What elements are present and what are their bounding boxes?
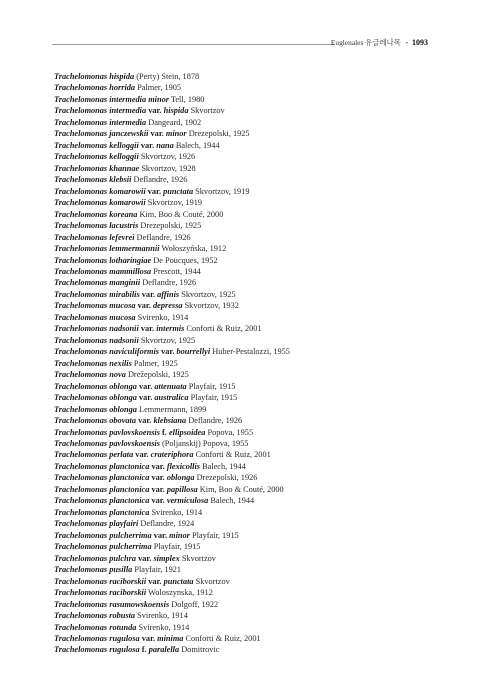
taxon-genus: Trachelomonas	[54, 324, 108, 334]
taxon-species: komarowii	[109, 198, 146, 208]
taxon-entry	[54, 197, 440, 208]
taxon-infra-name: crateriphora	[150, 450, 194, 460]
taxon-genus: Trachelomonas	[54, 129, 108, 139]
page-number: 1093	[412, 38, 428, 47]
taxon-entry	[54, 312, 440, 323]
taxon-rank: var.	[151, 461, 165, 471]
taxon-author: Balech, 1944	[175, 140, 220, 150]
taxon-species: mucosa	[109, 301, 136, 311]
taxon-author: Skvortzov	[181, 553, 216, 563]
taxon-author: Wołoszyńska, 1912	[161, 244, 227, 254]
taxon-author: Drezepolski, 1925	[140, 221, 202, 231]
taxon-genus: Trachelomonas	[54, 645, 108, 655]
taxon-species: oblonga	[109, 404, 137, 414]
taxon-author: Drezepolski, 1926	[196, 473, 258, 483]
taxon-rank: var.	[138, 416, 152, 426]
taxon-species: robusta	[109, 611, 136, 621]
taxon-author: Kim, Boo & Couté, 2000	[199, 484, 284, 494]
taxon-species: naviculiformis	[109, 347, 160, 357]
taxon-rank: var.	[151, 496, 165, 506]
header-separator: •	[405, 41, 408, 47]
taxon-rank: var.	[151, 484, 165, 494]
taxon-genus: Trachelomonas	[54, 542, 108, 552]
taxon-entry	[54, 564, 440, 575]
taxon-entry	[54, 587, 440, 598]
taxon-genus: Trachelomonas	[54, 83, 108, 93]
taxon-entry	[54, 209, 440, 220]
taxon-genus: Trachelomonas	[54, 450, 108, 460]
taxon-author: Prescott, 1944	[153, 266, 201, 276]
taxon-author: Deflandre, 1926	[142, 278, 197, 288]
taxon-species: rotunda	[109, 622, 137, 632]
taxon-species: mammillosa	[109, 266, 152, 276]
taxon-author: Palmer, 1925	[133, 358, 178, 368]
taxon-genus: Trachelomonas	[54, 519, 108, 529]
taxon-author: Svirenko, 1914	[137, 611, 188, 621]
taxon-genus: Trachelomonas	[54, 622, 108, 632]
taxon-genus: Trachelomonas	[54, 473, 108, 483]
taxon-author: Skvortzov, 1928	[141, 163, 196, 173]
taxon-species: intermedia	[109, 117, 147, 127]
taxon-entry	[54, 71, 440, 82]
taxon-genus: Trachelomonas	[54, 427, 108, 437]
taxon-species: manginii	[109, 278, 141, 288]
taxon-author: Svirenko, 1914	[138, 622, 190, 632]
taxon-genus: Trachelomonas	[54, 186, 108, 196]
taxon-infra-name: hispida	[163, 106, 189, 116]
taxon-species: klebsii	[109, 175, 132, 185]
taxon-species: nova	[109, 370, 126, 380]
taxon-entry	[54, 622, 440, 633]
taxon-species: nadsonii	[109, 335, 139, 345]
taxon-species: planctonica	[109, 473, 150, 483]
taxon-species: janczewskii	[109, 129, 149, 139]
taxon-author: Playfair, 1915	[191, 530, 239, 540]
taxon-entry	[54, 82, 440, 93]
running-title: Euglenales 유글레나목	[330, 38, 401, 47]
taxon-entry	[54, 323, 440, 334]
taxon-infra-name: minor	[165, 129, 187, 139]
taxon-genus: Trachelomonas	[54, 358, 108, 368]
taxon-entry	[54, 404, 440, 415]
taxon-genus: Trachelomonas	[54, 381, 108, 391]
taxon-genus: Trachelomonas	[54, 255, 108, 265]
taxon-genus: Trachelomonas	[54, 335, 108, 345]
taxon-genus: Trachelomonas	[54, 232, 108, 242]
taxon-author: Popova, 1955	[207, 427, 254, 437]
taxon-species: kelloggii	[109, 140, 139, 150]
taxon-author: Deflandre, 1924	[140, 519, 195, 529]
taxon-author: Playfair, 1915	[153, 542, 201, 552]
taxon-rank: var.	[150, 129, 164, 139]
taxon-author: Kim, Boo & Couté, 2000	[139, 209, 224, 219]
header-rule	[52, 44, 334, 45]
taxon-author: Skvortzov, 1925	[140, 335, 196, 345]
taxon-genus: Trachelomonas	[54, 416, 108, 426]
taxon-entry	[54, 289, 440, 300]
taxon-entry	[54, 518, 440, 529]
taxon-genus: Trachelomonas	[54, 117, 108, 127]
taxon-entry	[54, 381, 440, 392]
taxon-rank: var.	[151, 473, 165, 483]
taxon-entry	[54, 346, 440, 357]
taxon-genus: Trachelomonas	[54, 289, 108, 299]
taxon-species: lacustris	[109, 221, 139, 231]
running-head	[331, 37, 428, 48]
taxon-species: rugulosa	[109, 633, 140, 643]
taxon-entry	[54, 186, 440, 197]
taxon-genus: Trachelomonas	[54, 175, 108, 185]
taxon-entry	[54, 358, 440, 369]
taxon-infra-name: affinis	[157, 289, 180, 299]
taxon-entry	[54, 415, 440, 426]
taxon-species: pavlovskoensis	[109, 439, 160, 448]
taxon-entry	[54, 117, 440, 128]
taxon-species: horrida	[109, 83, 136, 93]
taxon-entry	[54, 484, 440, 495]
taxon-genus: Trachelomonas	[54, 496, 108, 506]
taxon-infra-name: oblonga	[166, 473, 195, 483]
taxon-species: kelloggii	[109, 152, 139, 162]
taxon-species: rasumowskoensis	[109, 599, 170, 609]
taxon-genus: Trachelomonas	[54, 507, 108, 517]
taxon-rank: f.	[162, 427, 167, 437]
taxon-infra-name: depressa	[152, 301, 183, 311]
taxon-entry	[54, 553, 440, 564]
taxon-entry	[54, 449, 440, 460]
taxon-entry	[54, 128, 440, 139]
taxon-entry	[54, 541, 440, 552]
taxon-rank: var.	[139, 381, 153, 391]
taxon-author: Skvortzov, 1919	[195, 186, 250, 196]
taxon-species: pusilla	[109, 565, 133, 575]
taxon-rank: f.	[141, 645, 147, 655]
taxon-author: Tell, 1980	[170, 94, 205, 104]
taxon-author: Svirenko, 1914	[137, 312, 189, 322]
taxon-rank: var.	[140, 140, 155, 150]
taxon-genus: Trachelomonas	[54, 461, 108, 471]
taxon-genus: Trachelomonas	[54, 553, 108, 563]
taxon-author: (Poljanskij) Popova, 1955	[162, 439, 249, 448]
taxon-rank: var.	[139, 393, 153, 403]
taxon-entry	[54, 530, 440, 541]
taxon-author: Deflandre, 1926	[136, 232, 191, 242]
taxon-entry	[54, 599, 440, 610]
taxon-author: Skvortzov	[190, 106, 225, 116]
taxon-species: obovata	[109, 416, 136, 426]
taxon-genus: Trachelomonas	[54, 404, 108, 414]
taxon-entry	[54, 174, 440, 185]
taxon-species: nexilis	[109, 358, 132, 368]
taxon-species: hispida	[109, 72, 135, 81]
taxon-genus: Trachelomonas	[54, 347, 108, 357]
taxon-species: lemmermannii	[109, 244, 160, 254]
taxon-species: pulchra	[109, 553, 136, 563]
taxon-author: Lemmermann, 1899	[139, 404, 207, 414]
taxon-entry	[54, 369, 440, 380]
taxon-infra-name: punctata	[163, 576, 194, 586]
taxon-author: Balech, 1944	[202, 461, 246, 471]
taxon-entry	[54, 255, 440, 266]
taxon-genus: Trachelomonas	[54, 221, 108, 231]
taxon-infra-name: paralella	[148, 645, 180, 655]
taxon-author: Balech, 1944	[210, 496, 255, 506]
taxon-species: intermedia	[109, 106, 147, 116]
taxon-rank: var.	[153, 530, 168, 540]
taxon-entry	[54, 610, 440, 621]
taxon-species: raciborskii	[109, 588, 147, 598]
taxon-genus: Trachelomonas	[54, 278, 108, 288]
taxon-genus: Trachelomonas	[54, 198, 108, 208]
taxon-infra-name: klebsiana	[153, 416, 187, 426]
taxon-species: oblonga	[109, 393, 137, 403]
taxon-author: Palmer, 1905	[137, 83, 182, 93]
taxon-species: planctonica	[109, 507, 150, 517]
taxon-genus: Trachelomonas	[54, 484, 108, 494]
taxon-entry	[54, 232, 440, 243]
taxon-author: Svirenko, 1914	[151, 507, 203, 517]
taxon-genus: Trachelomonas	[54, 301, 108, 311]
taxon-rank: var.	[140, 324, 155, 334]
taxon-species: pavlovskoensis	[109, 427, 160, 437]
taxon-species: planctonica	[109, 484, 150, 494]
taxon-infra-name: australica	[154, 393, 189, 403]
taxon-genus: Trachelomonas	[54, 106, 108, 116]
taxon-genus: Trachelomonas	[54, 530, 108, 540]
taxon-infra-name: minor	[169, 530, 190, 540]
taxon-infra-name: intermis	[156, 324, 185, 334]
taxon-infra-name: attenuata	[154, 381, 187, 391]
taxon-author: Domitrovic	[181, 645, 220, 655]
taxon-entry	[54, 105, 440, 116]
taxon-infra-name: vermiculosa	[166, 496, 209, 506]
taxon-infra-name: flexicollis	[166, 461, 200, 471]
taxon-entry	[54, 576, 440, 587]
taxon-author: Skvortzov	[195, 576, 230, 586]
taxon-genus: Trachelomonas	[54, 94, 108, 104]
taxon-rank: var.	[141, 633, 156, 643]
page-header	[52, 36, 428, 52]
taxon-genus: Trachelomonas	[54, 576, 108, 586]
taxon-species: pulcherrima	[109, 530, 152, 540]
taxon-entry	[54, 243, 440, 254]
taxon-entry	[54, 266, 440, 277]
taxon-genus: Trachelomonas	[54, 599, 108, 609]
taxon-entry	[54, 392, 440, 403]
taxon-author: Conforti & Ruiz, 2001	[195, 450, 271, 460]
taxon-entry	[54, 461, 440, 472]
taxon-entry	[54, 163, 440, 174]
taxon-rank: var.	[135, 450, 149, 460]
taxon-species: nadsonii	[109, 324, 139, 334]
taxon-infra-name: simplex	[153, 553, 180, 563]
taxon-entry	[54, 495, 440, 506]
taxon-author: (Perty) Stein, 1878	[136, 72, 200, 81]
taxon-author: Skvortzov, 1925	[181, 289, 236, 299]
taxon-rank: var.	[138, 553, 152, 563]
taxon-rank: var.	[141, 289, 156, 299]
taxon-species: mirabilis	[109, 289, 140, 299]
taxon-author: Skvortzov, 1926	[140, 152, 196, 162]
taxon-infra-name: minima	[157, 633, 184, 643]
taxon-rank: var.	[148, 106, 162, 116]
taxon-species: rugulosa	[109, 645, 140, 655]
taxon-entry	[54, 94, 440, 105]
taxon-species: mucosa	[109, 312, 136, 322]
taxon-author: Skvortzov, 1919	[147, 198, 203, 208]
taxon-species: komarowii	[109, 186, 146, 196]
taxon-infra-name: bourrellyi	[176, 347, 211, 357]
taxon-genus: Trachelomonas	[54, 163, 108, 173]
taxon-species: koreana	[109, 209, 138, 219]
taxon-genus: Trachelomonas	[54, 565, 108, 575]
taxon-author: Drezepolski, 1925	[188, 129, 250, 139]
taxon-entry	[54, 472, 440, 483]
taxon-genus: Trachelomonas	[54, 393, 108, 403]
taxon-genus: Trachelomonas	[54, 266, 108, 276]
taxa-list	[54, 71, 440, 656]
taxon-entry	[54, 335, 440, 346]
taxon-author: Conforti & Ruiz, 2001	[186, 324, 262, 334]
taxon-rank: var.	[147, 186, 162, 196]
taxon-species: khannae	[109, 163, 140, 173]
taxon-author: Deflandre, 1926	[133, 175, 188, 185]
taxon-genus: Trachelomonas	[54, 72, 108, 81]
taxon-species: planctonica	[109, 496, 150, 506]
taxon-species: pulcherrima	[109, 542, 152, 552]
taxon-species: perlata	[109, 450, 134, 460]
taxon-genus: Trachelomonas	[54, 140, 108, 150]
taxon-author: Playfair, 1921	[134, 565, 182, 575]
taxon-author: Woloszynska, 1912	[148, 588, 213, 598]
taxon-author: Skvortzov, 1932	[184, 301, 239, 311]
taxon-author: Drežepolski, 1925	[127, 370, 189, 380]
taxon-entry	[54, 438, 440, 449]
taxon-genus: Trachelomonas	[54, 244, 108, 254]
taxon-rank: var.	[148, 576, 162, 586]
taxon-entry	[54, 427, 440, 438]
taxon-entry	[54, 151, 440, 162]
taxon-genus: Trachelomonas	[54, 588, 108, 598]
taxon-author: Conforti & Ruiz, 2001	[185, 633, 261, 643]
taxon-author: Playfair, 1915	[188, 381, 236, 391]
taxon-species: lotharingiae	[109, 255, 152, 265]
taxon-entry	[54, 277, 440, 288]
taxon-species: raciborskii	[109, 576, 147, 586]
taxon-species: intermedia minor	[109, 94, 169, 104]
taxon-species: playfairi	[109, 519, 139, 529]
taxon-entry	[54, 633, 440, 644]
taxon-entry	[54, 644, 440, 655]
taxon-genus: Trachelomonas	[54, 633, 108, 643]
taxon-author: Huber-Pestalozzi, 1955	[212, 347, 290, 357]
taxon-author: Playfair, 1915	[190, 393, 238, 403]
taxon-genus: Trachelomonas	[54, 439, 108, 448]
taxon-rank: var.	[161, 347, 175, 357]
taxon-author: Dangeard, 1902	[148, 117, 202, 127]
taxon-species: lefevrei	[109, 232, 135, 242]
taxon-infra-name: ellipsoidea	[168, 427, 206, 437]
taxon-genus: Trachelomonas	[54, 370, 108, 380]
taxon-infra-name: nana	[156, 140, 174, 150]
taxon-genus: Trachelomonas	[54, 312, 108, 322]
taxon-entry	[54, 140, 440, 151]
taxon-author: De Poucques, 1952	[153, 255, 218, 265]
taxon-entry	[54, 507, 440, 518]
taxon-species: planctonica	[109, 461, 150, 471]
taxon-author: Dolgoff, 1922	[171, 599, 219, 609]
taxon-rank: var.	[137, 301, 151, 311]
taxon-species: oblonga	[109, 381, 137, 391]
taxon-author: Deflandre, 1926	[188, 416, 243, 426]
taxon-genus: Trachelomonas	[54, 209, 108, 219]
taxon-infra-name: papillosa	[166, 484, 198, 494]
taxon-entry	[54, 300, 440, 311]
taxon-genus: Trachelomonas	[54, 152, 108, 162]
taxon-entry	[54, 220, 440, 231]
taxon-genus: Trachelomonas	[54, 611, 108, 621]
taxon-infra-name: punctata	[163, 186, 194, 196]
